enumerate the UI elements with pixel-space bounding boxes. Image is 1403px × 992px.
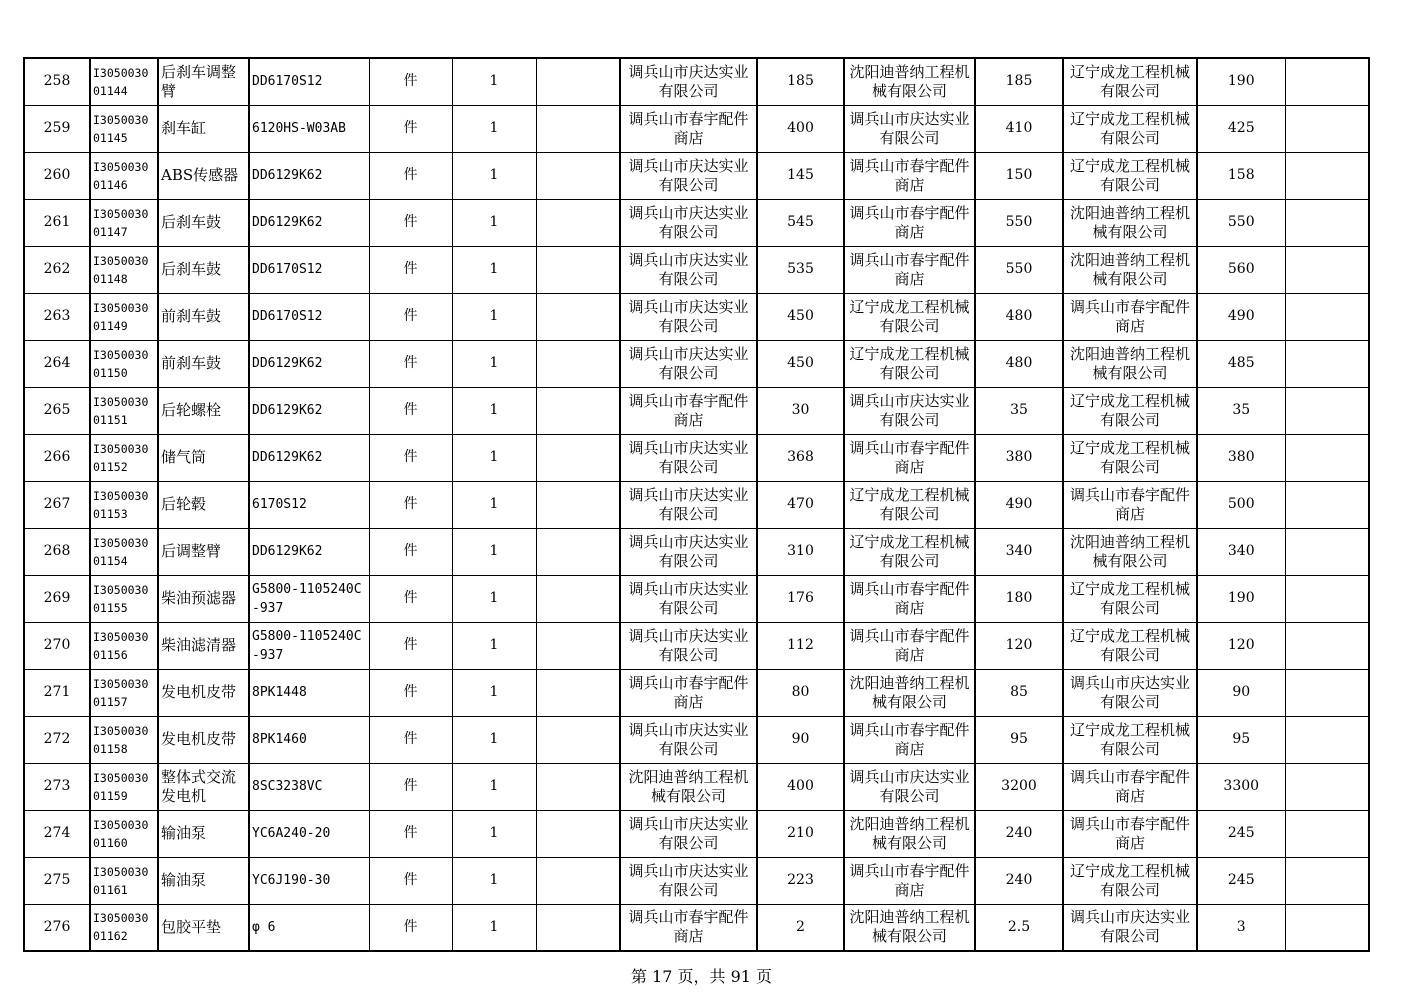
price-3: 490 xyxy=(1197,293,1285,340)
supplier-1: 调兵山市庆达实业有限公司 xyxy=(620,857,757,904)
material-code: I305003001150 xyxy=(90,340,158,387)
row-number: 259 xyxy=(24,105,90,152)
supplier-1: 调兵山市春宇配件商店 xyxy=(620,105,757,152)
blank-cell xyxy=(1285,58,1369,105)
blank-cell xyxy=(1285,246,1369,293)
price-2: 120 xyxy=(975,622,1063,669)
price-3: 35 xyxy=(1197,387,1285,434)
item-name: 发电机皮带 xyxy=(158,716,249,763)
item-name: ABS传感器 xyxy=(158,152,249,199)
supplier-1: 调兵山市春宇配件商店 xyxy=(620,904,757,951)
item-name: 整体式交流发电机 xyxy=(158,763,249,810)
remark xyxy=(536,387,620,434)
supplier-3: 辽宁成龙工程机械有限公司 xyxy=(1063,387,1197,434)
table-row xyxy=(24,528,1369,575)
remark xyxy=(536,58,620,105)
row-number: 262 xyxy=(24,246,90,293)
table-row xyxy=(24,763,1369,810)
table-row xyxy=(24,575,1369,622)
unit: 件 xyxy=(369,716,452,763)
remark xyxy=(536,293,620,340)
supplier-2: 调兵山市春宇配件商店 xyxy=(844,152,975,199)
supplier-1: 调兵山市庆达实业有限公司 xyxy=(620,293,757,340)
remark xyxy=(536,716,620,763)
quantity: 1 xyxy=(452,246,536,293)
model-spec: YC6A240-20 xyxy=(249,810,369,857)
supplier-3: 辽宁成龙工程机械有限公司 xyxy=(1063,105,1197,152)
supplier-2: 调兵山市庆达实业有限公司 xyxy=(844,105,975,152)
unit: 件 xyxy=(369,575,452,622)
supplier-2: 辽宁成龙工程机械有限公司 xyxy=(844,481,975,528)
unit: 件 xyxy=(369,199,452,246)
model-spec: 6120HS-W03AB xyxy=(249,105,369,152)
price-3: 245 xyxy=(1197,857,1285,904)
price-3: 340 xyxy=(1197,528,1285,575)
remark xyxy=(536,481,620,528)
remark xyxy=(536,904,620,951)
supplier-3: 辽宁成龙工程机械有限公司 xyxy=(1063,575,1197,622)
model-spec: DD6129K62 xyxy=(249,528,369,575)
remark xyxy=(536,434,620,481)
item-name: 发电机皮带 xyxy=(158,669,249,716)
remark xyxy=(536,810,620,857)
price-2: 95 xyxy=(975,716,1063,763)
blank-cell xyxy=(1285,340,1369,387)
blank-cell xyxy=(1285,481,1369,528)
unit: 件 xyxy=(369,481,452,528)
material-code: I305003001158 xyxy=(90,716,158,763)
quantity: 1 xyxy=(452,669,536,716)
item-name: 前刹车鼓 xyxy=(158,293,249,340)
supplier-3: 沈阳迪普纳工程机械有限公司 xyxy=(1063,199,1197,246)
price-3: 3300 xyxy=(1197,763,1285,810)
model-spec: 8PK1460 xyxy=(249,716,369,763)
material-code: I305003001146 xyxy=(90,152,158,199)
supplier-2: 辽宁成龙工程机械有限公司 xyxy=(844,293,975,340)
supplier-3: 辽宁成龙工程机械有限公司 xyxy=(1063,857,1197,904)
table-row xyxy=(24,904,1369,951)
row-number: 266 xyxy=(24,434,90,481)
item-name: 柴油滤清器 xyxy=(158,622,249,669)
price-2: 380 xyxy=(975,434,1063,481)
supplier-1: 调兵山市庆达实业有限公司 xyxy=(620,152,757,199)
model-spec: DD6129K62 xyxy=(249,434,369,481)
unit: 件 xyxy=(369,810,452,857)
price-2: 490 xyxy=(975,481,1063,528)
price-2: 180 xyxy=(975,575,1063,622)
item-name: 后调整臂 xyxy=(158,528,249,575)
material-code: I305003001162 xyxy=(90,904,158,951)
quantity: 1 xyxy=(452,199,536,246)
quantity: 1 xyxy=(452,575,536,622)
item-name: 后刹车鼓 xyxy=(158,246,249,293)
supplier-1: 调兵山市庆达实业有限公司 xyxy=(620,528,757,575)
row-number: 261 xyxy=(24,199,90,246)
material-code: I305003001149 xyxy=(90,293,158,340)
unit: 件 xyxy=(369,152,452,199)
item-name: 刹车缸 xyxy=(158,105,249,152)
table-row xyxy=(24,105,1369,152)
quantity: 1 xyxy=(452,481,536,528)
model-spec: DD6170S12 xyxy=(249,246,369,293)
unit: 件 xyxy=(369,669,452,716)
supplier-1: 调兵山市春宇配件商店 xyxy=(620,669,757,716)
table-row xyxy=(24,246,1369,293)
remark xyxy=(536,340,620,387)
price-1: 145 xyxy=(757,152,844,199)
supplier-1: 调兵山市庆达实业有限公司 xyxy=(620,622,757,669)
supplier-2: 沈阳迪普纳工程机械有限公司 xyxy=(844,810,975,857)
price-2: 480 xyxy=(975,293,1063,340)
quantity: 1 xyxy=(452,340,536,387)
row-number: 269 xyxy=(24,575,90,622)
remark xyxy=(536,763,620,810)
quantity: 1 xyxy=(452,152,536,199)
model-spec: DD6170S12 xyxy=(249,58,369,105)
supplier-1: 调兵山市庆达实业有限公司 xyxy=(620,434,757,481)
table-row xyxy=(24,199,1369,246)
item-name: 包胶平垫 xyxy=(158,904,249,951)
table-row xyxy=(24,58,1369,105)
item-name: 前刹车鼓 xyxy=(158,340,249,387)
unit: 件 xyxy=(369,622,452,669)
model-spec: YC6J190-30 xyxy=(249,857,369,904)
price-2: 240 xyxy=(975,857,1063,904)
supplier-2: 调兵山市春宇配件商店 xyxy=(844,622,975,669)
remark xyxy=(536,105,620,152)
model-spec: G5800-1105240C-937 xyxy=(249,622,369,669)
remark xyxy=(536,575,620,622)
blank-cell xyxy=(1285,763,1369,810)
quantity: 1 xyxy=(452,716,536,763)
unit: 件 xyxy=(369,387,452,434)
supplier-2: 沈阳迪普纳工程机械有限公司 xyxy=(844,904,975,951)
price-1: 80 xyxy=(757,669,844,716)
unit: 件 xyxy=(369,434,452,481)
quantity: 1 xyxy=(452,763,536,810)
price-1: 176 xyxy=(757,575,844,622)
price-1: 368 xyxy=(757,434,844,481)
unit: 件 xyxy=(369,528,452,575)
supplier-2: 调兵山市庆达实业有限公司 xyxy=(844,763,975,810)
price-2: 150 xyxy=(975,152,1063,199)
model-spec: DD6129K62 xyxy=(249,152,369,199)
quantity: 1 xyxy=(452,58,536,105)
supplier-2: 调兵山市春宇配件商店 xyxy=(844,199,975,246)
remark xyxy=(536,152,620,199)
quantity: 1 xyxy=(452,857,536,904)
model-spec: φ 6 xyxy=(249,904,369,951)
blank-cell xyxy=(1285,199,1369,246)
price-1: 400 xyxy=(757,105,844,152)
item-name: 输油泵 xyxy=(158,857,249,904)
row-number: 272 xyxy=(24,716,90,763)
price-3: 245 xyxy=(1197,810,1285,857)
supplier-1: 调兵山市庆达实业有限公司 xyxy=(620,481,757,528)
unit: 件 xyxy=(369,857,452,904)
material-code: I305003001160 xyxy=(90,810,158,857)
item-name: 柴油预滤器 xyxy=(158,575,249,622)
price-3: 425 xyxy=(1197,105,1285,152)
supplier-2: 辽宁成龙工程机械有限公司 xyxy=(844,528,975,575)
supplier-1: 调兵山市庆达实业有限公司 xyxy=(620,246,757,293)
supplier-1: 调兵山市庆达实业有限公司 xyxy=(620,810,757,857)
supplier-1: 调兵山市庆达实业有限公司 xyxy=(620,199,757,246)
blank-cell xyxy=(1285,105,1369,152)
price-1: 535 xyxy=(757,246,844,293)
row-number: 274 xyxy=(24,810,90,857)
row-number: 267 xyxy=(24,481,90,528)
table-row xyxy=(24,481,1369,528)
supplier-2: 调兵山市春宇配件商店 xyxy=(844,716,975,763)
page-footer: 第 17 页，共 91 页 xyxy=(630,967,773,986)
blank-cell xyxy=(1285,152,1369,199)
supplier-2: 沈阳迪普纳工程机械有限公司 xyxy=(844,669,975,716)
supplier-1: 调兵山市庆达实业有限公司 xyxy=(620,58,757,105)
table-row xyxy=(24,340,1369,387)
material-code: I305003001159 xyxy=(90,763,158,810)
item-name: 后轮螺栓 xyxy=(158,387,249,434)
table-row xyxy=(24,669,1369,716)
model-spec: 8SC3238VC xyxy=(249,763,369,810)
quantity: 1 xyxy=(452,293,536,340)
supplier-3: 辽宁成龙工程机械有限公司 xyxy=(1063,152,1197,199)
price-1: 90 xyxy=(757,716,844,763)
supplier-2: 调兵山市春宇配件商店 xyxy=(844,246,975,293)
price-comparison-table xyxy=(23,57,1370,952)
table-row xyxy=(24,293,1369,340)
remark xyxy=(536,857,620,904)
material-code: I305003001152 xyxy=(90,434,158,481)
supplier-3: 辽宁成龙工程机械有限公司 xyxy=(1063,58,1197,105)
model-spec: G5800-1105240C-937 xyxy=(249,575,369,622)
supplier-1: 调兵山市春宇配件商店 xyxy=(620,387,757,434)
material-code: I305003001157 xyxy=(90,669,158,716)
model-spec: 6170S12 xyxy=(249,481,369,528)
material-code: I305003001155 xyxy=(90,575,158,622)
supplier-2: 沈阳迪普纳工程机械有限公司 xyxy=(844,58,975,105)
price-2: 185 xyxy=(975,58,1063,105)
row-number: 275 xyxy=(24,857,90,904)
supplier-3: 调兵山市庆达实业有限公司 xyxy=(1063,669,1197,716)
supplier-2: 调兵山市春宇配件商店 xyxy=(844,575,975,622)
supplier-3: 沈阳迪普纳工程机械有限公司 xyxy=(1063,246,1197,293)
price-1: 2 xyxy=(757,904,844,951)
row-number: 276 xyxy=(24,904,90,951)
quantity: 1 xyxy=(452,387,536,434)
price-2: 550 xyxy=(975,246,1063,293)
row-number: 270 xyxy=(24,622,90,669)
model-spec: DD6129K62 xyxy=(249,387,369,434)
price-3: 190 xyxy=(1197,575,1285,622)
blank-cell xyxy=(1285,575,1369,622)
supplier-3: 调兵山市春宇配件商店 xyxy=(1063,481,1197,528)
price-3: 485 xyxy=(1197,340,1285,387)
supplier-1: 调兵山市庆达实业有限公司 xyxy=(620,575,757,622)
blank-cell xyxy=(1285,387,1369,434)
price-3: 120 xyxy=(1197,622,1285,669)
price-3: 158 xyxy=(1197,152,1285,199)
model-spec: DD6170S12 xyxy=(249,293,369,340)
quantity: 1 xyxy=(452,434,536,481)
row-number: 273 xyxy=(24,763,90,810)
supplier-2: 调兵山市春宇配件商店 xyxy=(844,857,975,904)
price-1: 223 xyxy=(757,857,844,904)
quantity: 1 xyxy=(452,105,536,152)
table-row xyxy=(24,387,1369,434)
supplier-1: 调兵山市庆达实业有限公司 xyxy=(620,340,757,387)
supplier-1: 沈阳迪普纳工程机械有限公司 xyxy=(620,763,757,810)
material-code: I305003001161 xyxy=(90,857,158,904)
supplier-2: 调兵山市春宇配件商店 xyxy=(844,434,975,481)
row-number: 265 xyxy=(24,387,90,434)
price-3: 380 xyxy=(1197,434,1285,481)
blank-cell xyxy=(1285,857,1369,904)
material-code: I305003001144 xyxy=(90,58,158,105)
price-3: 95 xyxy=(1197,716,1285,763)
blank-cell xyxy=(1285,622,1369,669)
supplier-3: 调兵山市庆达实业有限公司 xyxy=(1063,904,1197,951)
material-code: I305003001145 xyxy=(90,105,158,152)
blank-cell xyxy=(1285,528,1369,575)
material-code: I305003001154 xyxy=(90,528,158,575)
material-code: I305003001147 xyxy=(90,199,158,246)
price-1: 310 xyxy=(757,528,844,575)
row-number: 264 xyxy=(24,340,90,387)
unit: 件 xyxy=(369,763,452,810)
item-name: 后轮毂 xyxy=(158,481,249,528)
price-1: 545 xyxy=(757,199,844,246)
price-2: 550 xyxy=(975,199,1063,246)
table-row xyxy=(24,434,1369,481)
price-2: 85 xyxy=(975,669,1063,716)
remark xyxy=(536,669,620,716)
price-3: 560 xyxy=(1197,246,1285,293)
quantity: 1 xyxy=(452,622,536,669)
unit: 件 xyxy=(369,293,452,340)
quantity: 1 xyxy=(452,810,536,857)
price-2: 480 xyxy=(975,340,1063,387)
item-name: 储气筒 xyxy=(158,434,249,481)
material-code: I305003001151 xyxy=(90,387,158,434)
unit: 件 xyxy=(369,246,452,293)
price-1: 400 xyxy=(757,763,844,810)
price-3: 550 xyxy=(1197,199,1285,246)
blank-cell xyxy=(1285,716,1369,763)
item-name: 输油泵 xyxy=(158,810,249,857)
price-1: 112 xyxy=(757,622,844,669)
price-1: 450 xyxy=(757,340,844,387)
price-2: 2.5 xyxy=(975,904,1063,951)
price-1: 470 xyxy=(757,481,844,528)
model-spec: 8PK1448 xyxy=(249,669,369,716)
quantity: 1 xyxy=(452,528,536,575)
item-name: 后刹车调整臂 xyxy=(158,58,249,105)
blank-cell xyxy=(1285,904,1369,951)
price-2: 35 xyxy=(975,387,1063,434)
unit: 件 xyxy=(369,58,452,105)
supplier-3: 调兵山市春宇配件商店 xyxy=(1063,293,1197,340)
supplier-3: 调兵山市春宇配件商店 xyxy=(1063,763,1197,810)
row-number: 271 xyxy=(24,669,90,716)
price-2: 240 xyxy=(975,810,1063,857)
supplier-2: 辽宁成龙工程机械有限公司 xyxy=(844,340,975,387)
remark xyxy=(536,199,620,246)
price-1: 210 xyxy=(757,810,844,857)
price-1: 450 xyxy=(757,293,844,340)
row-number: 263 xyxy=(24,293,90,340)
price-2: 410 xyxy=(975,105,1063,152)
table-row xyxy=(24,857,1369,904)
row-number: 268 xyxy=(24,528,90,575)
material-code: I305003001156 xyxy=(90,622,158,669)
supplier-1: 调兵山市庆达实业有限公司 xyxy=(620,716,757,763)
supplier-2: 调兵山市庆达实业有限公司 xyxy=(844,387,975,434)
table-row xyxy=(24,152,1369,199)
row-number: 260 xyxy=(24,152,90,199)
price-2: 3200 xyxy=(975,763,1063,810)
table-row xyxy=(24,810,1369,857)
unit: 件 xyxy=(369,904,452,951)
remark xyxy=(536,622,620,669)
row-number: 258 xyxy=(24,58,90,105)
model-spec: DD6129K62 xyxy=(249,199,369,246)
material-code: I305003001153 xyxy=(90,481,158,528)
remark xyxy=(536,528,620,575)
price-2: 340 xyxy=(975,528,1063,575)
quantity: 1 xyxy=(452,904,536,951)
item-name: 后刹车鼓 xyxy=(158,199,249,246)
unit: 件 xyxy=(369,340,452,387)
table-row xyxy=(24,716,1369,763)
price-3: 90 xyxy=(1197,669,1285,716)
supplier-3: 辽宁成龙工程机械有限公司 xyxy=(1063,716,1197,763)
material-code: I305003001148 xyxy=(90,246,158,293)
supplier-3: 调兵山市春宇配件商店 xyxy=(1063,810,1197,857)
unit: 件 xyxy=(369,105,452,152)
price-1: 30 xyxy=(757,387,844,434)
price-3: 190 xyxy=(1197,58,1285,105)
price-3: 500 xyxy=(1197,481,1285,528)
price-3: 3 xyxy=(1197,904,1285,951)
supplier-3: 沈阳迪普纳工程机械有限公司 xyxy=(1063,528,1197,575)
price-1: 185 xyxy=(757,58,844,105)
supplier-3: 辽宁成龙工程机械有限公司 xyxy=(1063,434,1197,481)
model-spec: DD6129K62 xyxy=(249,340,369,387)
supplier-3: 辽宁成龙工程机械有限公司 xyxy=(1063,622,1197,669)
blank-cell xyxy=(1285,434,1369,481)
blank-cell xyxy=(1285,293,1369,340)
blank-cell xyxy=(1285,669,1369,716)
blank-cell xyxy=(1285,810,1369,857)
supplier-3: 沈阳迪普纳工程机械有限公司 xyxy=(1063,340,1197,387)
table-row xyxy=(24,622,1369,669)
remark xyxy=(536,246,620,293)
